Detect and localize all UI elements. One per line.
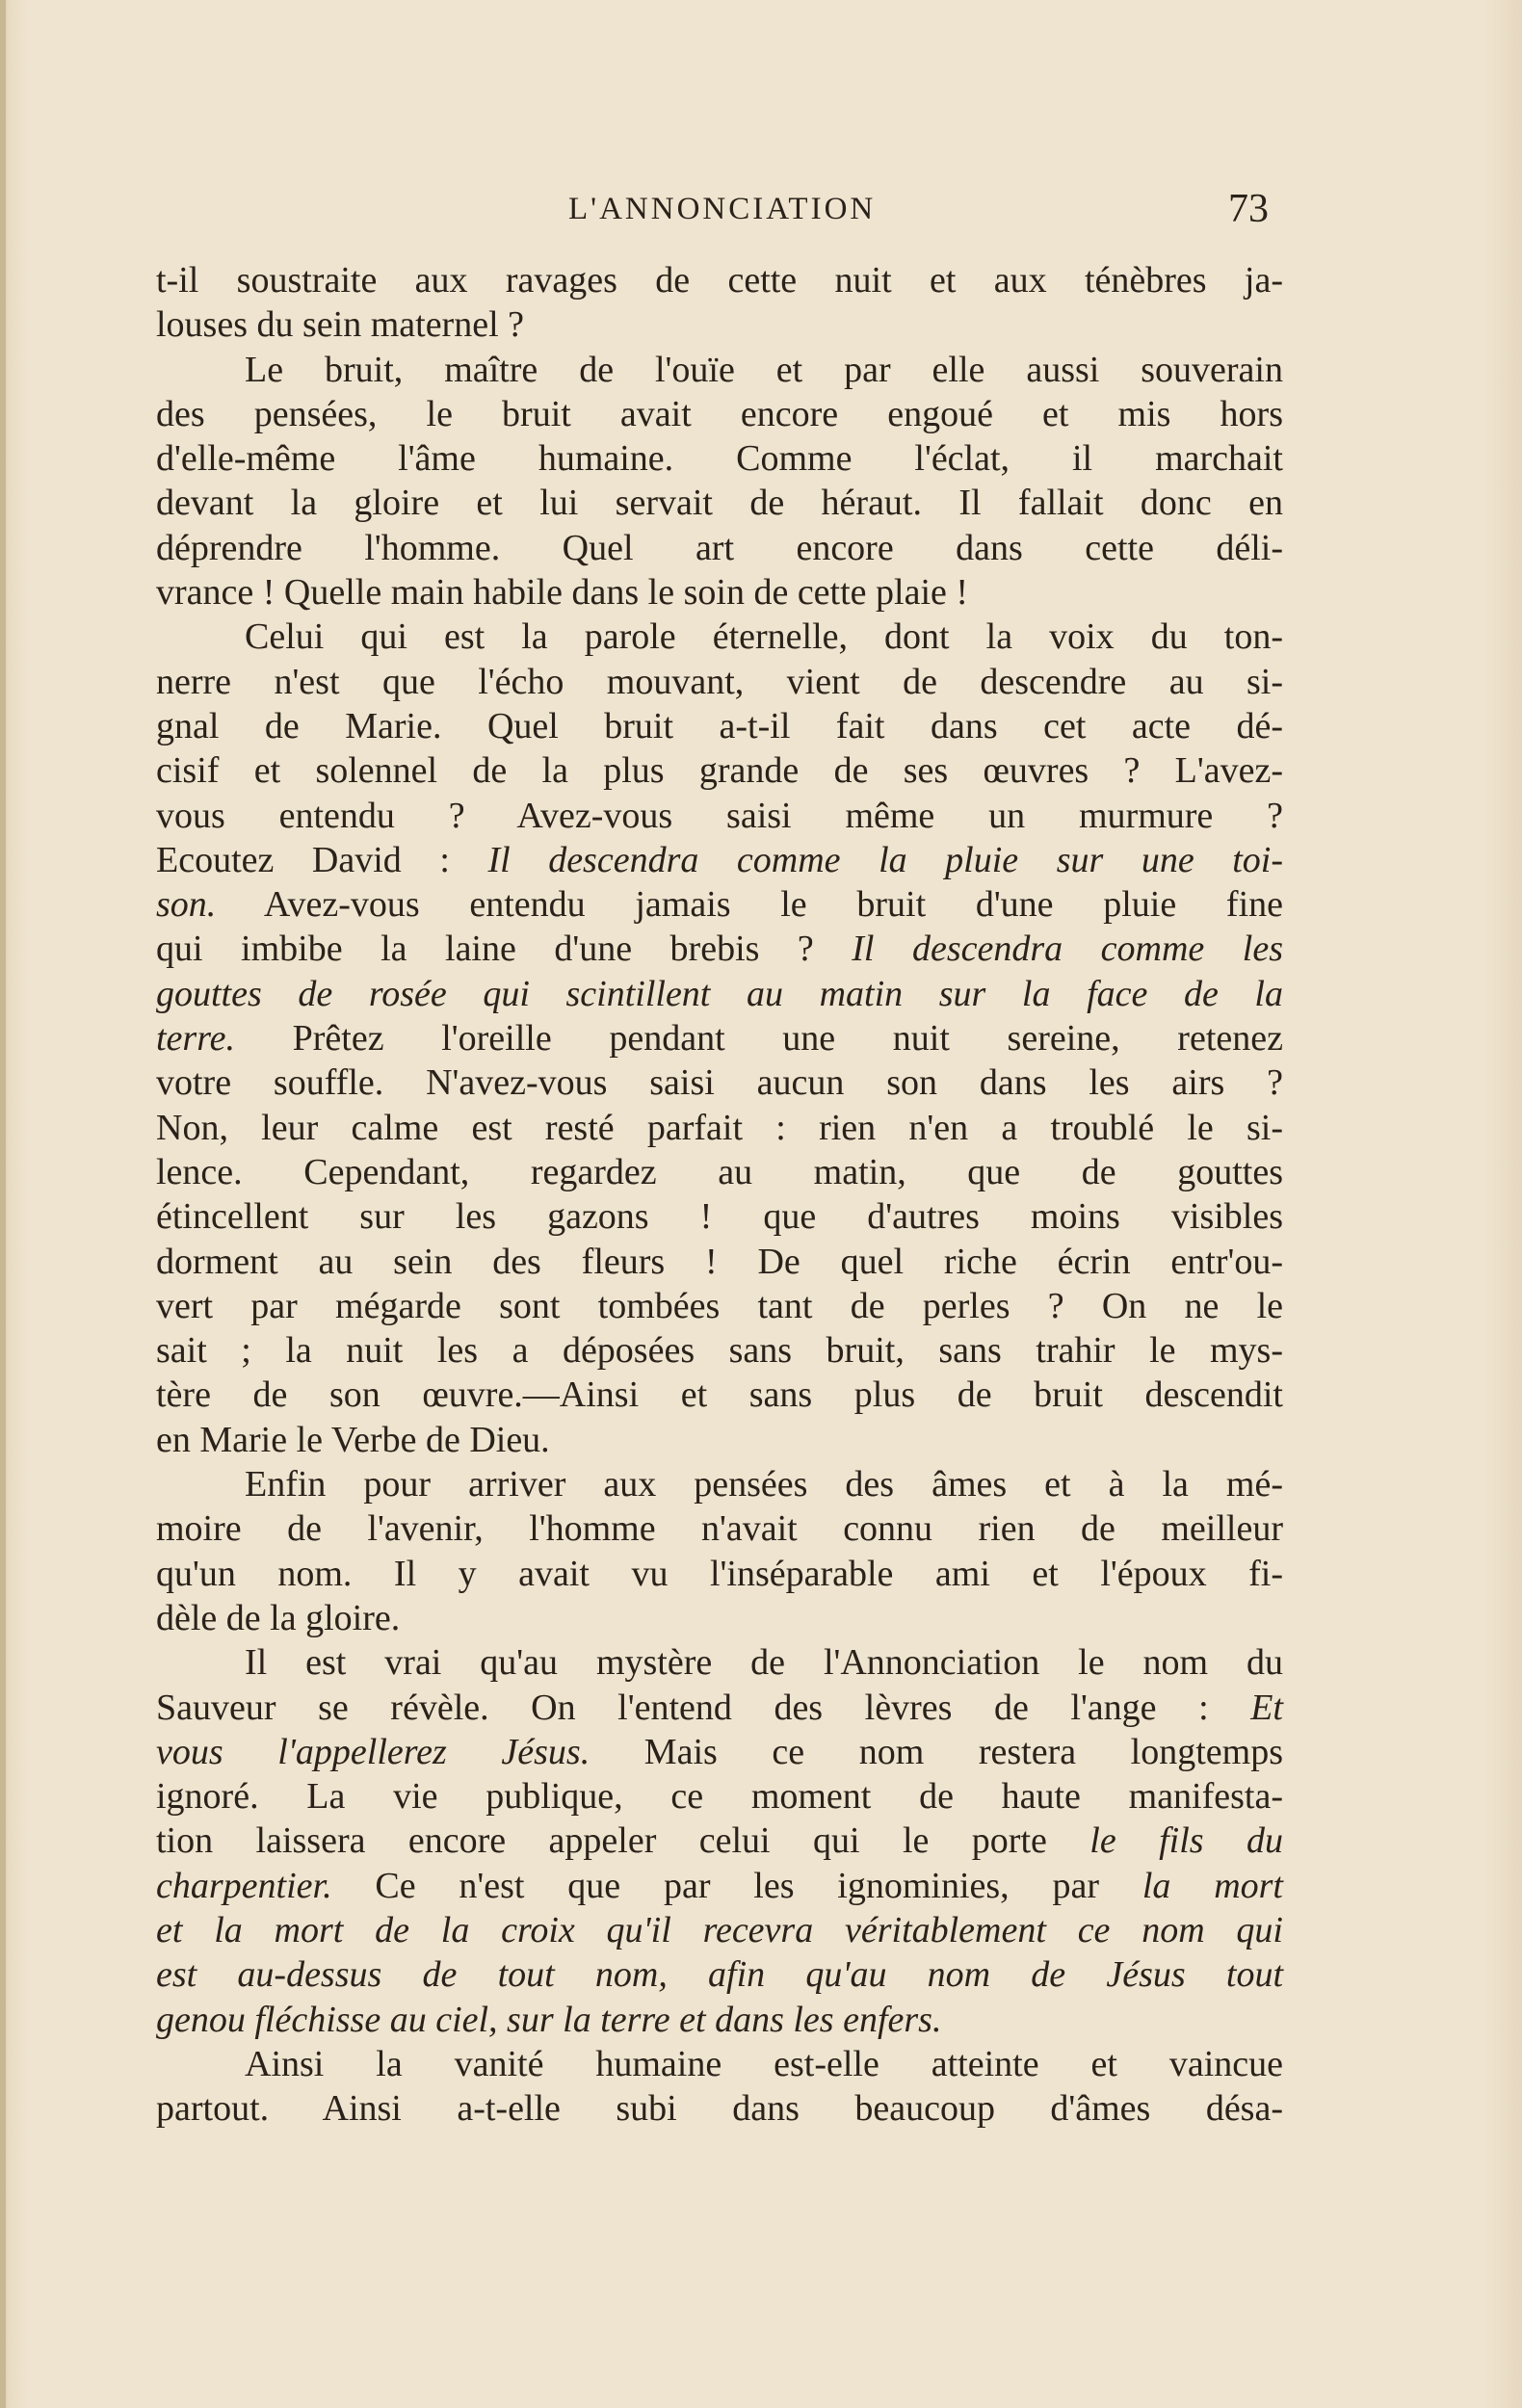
- roman-text: dorment au sein des fleurs ! De quel riche écrin entr'ou-: [156, 1241, 1283, 1282]
- page-spine-edge: [0, 0, 6, 2408]
- text-line: [156, 1596, 1283, 1640]
- text-line: [156, 615, 1283, 659]
- text-line: [156, 1328, 1283, 1373]
- text-line: [156, 1952, 1283, 1997]
- roman-text: ignoré. La vie publique, ce moment de haute manifesta-: [156, 1776, 1283, 1818]
- roman-text: qu'un nom. Il y avait vu l'inséparable ami et l'époux fi-: [156, 1553, 1283, 1594]
- text-line: [156, 2042, 1283, 2086]
- roman-text: étincellent sur les gazons ! que d'autres moins visibles: [156, 1196, 1283, 1238]
- text-line: [156, 1864, 1283, 1908]
- roman-text: gnal de Marie. Quel bruit a-t-il fait dans cet acte dé-: [156, 705, 1283, 746]
- italic-text: genou fléchisse au ciel, sur la terre et dans les enfers.: [156, 1999, 942, 2040]
- roman-text: cisif et solennel de la plus grande de ses œuvres ? L'avez-: [156, 750, 1283, 792]
- roman-text: d'elle-même l'âme humaine. Comme l'éclat, il marchait: [156, 438, 1283, 480]
- roman-text: Non, leur calme est resté parfait : rien n'en a troublé le si-: [156, 1107, 1283, 1148]
- roman-text: tère de son œuvre.—Ainsi et sans plus de bruit descendit: [156, 1374, 1283, 1416]
- text-line: [156, 927, 1283, 971]
- italic-text: Et: [1250, 1687, 1283, 1728]
- text-line: [156, 1060, 1283, 1105]
- text-line: [156, 1016, 1283, 1060]
- italic-text: vous l'appellerez Jésus.: [156, 1731, 590, 1772]
- roman-text: sait ; la nuit les a déposées sans bruit, sans trahir le mys-: [156, 1330, 1283, 1372]
- roman-text: Celui qui est la parole éternelle, dont la voix du ton-: [245, 616, 1283, 658]
- text-line: [156, 1819, 1283, 1863]
- roman-text: Enfin pour arriver aux pensées des âmes et à la mé-: [245, 1464, 1283, 1505]
- italic-text: Il descendra comme la pluie sur une toi-: [487, 839, 1283, 880]
- text-line: [156, 258, 1283, 302]
- text-line: [156, 1506, 1283, 1551]
- italic-text: son.: [156, 884, 217, 926]
- roman-text: vous entendu ? Avez-vous saisi même un murmure ?: [156, 795, 1283, 836]
- text-line: [156, 1552, 1283, 1596]
- roman-text: Ce n'est que par les ignominies, par: [331, 1865, 1142, 1906]
- text-line: [156, 1908, 1283, 1952]
- running-title: L'ANNONCIATION: [568, 192, 877, 226]
- body-text: [156, 258, 1283, 2131]
- italic-text: terre.: [156, 1018, 235, 1060]
- text-line: [156, 882, 1283, 927]
- text-line: [156, 1686, 1283, 1730]
- roman-text: Ecoutez David :: [156, 839, 488, 880]
- roman-text: des pensées, le bruit avait encore engoué et mis hors: [156, 393, 1283, 434]
- text-line: [156, 348, 1283, 392]
- roman-text: louses du sein maternel ?: [156, 304, 525, 346]
- roman-text: tion laissera encore appeler celui qui le porte: [156, 1820, 1090, 1862]
- italic-text: et la mort de la croix qu'il recevra véritablement ce nom qui: [156, 1909, 1283, 1950]
- roman-text: moire de l'avenir, l'homme n'avait connu rien de meilleur: [156, 1508, 1283, 1550]
- italic-text: gouttes de rosée qui scintillent au matin sur la face de la: [156, 973, 1283, 1014]
- roman-text: dèle de la gloire.: [156, 1597, 401, 1638]
- text-line: [156, 1373, 1283, 1417]
- text-line: [156, 1730, 1283, 1774]
- roman-text: en Marie le Verbe de Dieu.: [156, 1419, 550, 1460]
- roman-text: Avez-vous entendu jamais le bruit d'une pluie fine: [216, 884, 1283, 926]
- text-line: [156, 570, 1283, 615]
- italic-text: Il descendra comme les: [852, 929, 1283, 970]
- text-line: [156, 302, 1283, 347]
- text-line: [156, 838, 1283, 882]
- text-line: [156, 972, 1283, 1016]
- text-line: [156, 526, 1283, 570]
- roman-text: Sauveur se révèle. On l'entend des lèvres de l'ange :: [156, 1687, 1251, 1728]
- text-line: [156, 436, 1283, 481]
- roman-text: vert par mégarde sont tombées tant de perles ? On ne le: [156, 1285, 1283, 1326]
- text-line: [156, 1106, 1283, 1150]
- text-line: [156, 660, 1283, 704]
- roman-text: Le bruit, maître de l'ouïe et par elle aussi souverain: [245, 349, 1283, 390]
- text-line: [156, 704, 1283, 748]
- roman-text: nerre n'est que l'écho mouvant, vient de descendre au si-: [156, 661, 1283, 702]
- text-line: [156, 1150, 1283, 1194]
- text-line: [156, 1284, 1283, 1328]
- text-line: [156, 481, 1283, 525]
- text-line: [156, 392, 1283, 436]
- roman-text: vrance ! Quelle main habile dans le soin de cette plaie !: [156, 572, 969, 614]
- roman-text: devant la gloire et lui servait de héraut. Il fallait donc en: [156, 483, 1283, 524]
- roman-text: votre souffle. N'avez-vous saisi aucun son dans les airs ?: [156, 1062, 1283, 1104]
- page-number: 73: [1228, 187, 1269, 231]
- text-line: [156, 1418, 1283, 1462]
- roman-text: lence. Cependant, regardez au matin, que de gouttes: [156, 1151, 1283, 1192]
- text-line: [156, 1640, 1283, 1685]
- roman-text: qui imbibe la laine d'une brebis ?: [156, 929, 853, 970]
- roman-text: Il est vrai qu'au mystère de l'Annonciation le nom du: [245, 1642, 1283, 1684]
- running-head: [0, 185, 1522, 233]
- text-line: [156, 2086, 1283, 2131]
- italic-text: est au-dessus de tout nom, afin qu'au nom de Jésus tout: [156, 1954, 1283, 1996]
- roman-text: Ainsi la vanité humaine est-elle atteinte et vaincue: [245, 2043, 1283, 2084]
- text-line: [156, 1998, 1283, 2042]
- text-line: [156, 1194, 1283, 1239]
- text-line: [156, 1462, 1283, 1506]
- roman-text: Mais ce nom restera longtemps: [590, 1731, 1283, 1772]
- text-line: [156, 748, 1283, 793]
- text-line: [156, 1774, 1283, 1819]
- roman-text: t-il soustraite aux ravages de cette nuit et aux ténèbres ja-: [156, 260, 1283, 301]
- roman-text: Prêtez l'oreille pendant une nuit sereine, retenez: [234, 1018, 1283, 1060]
- roman-text: partout. Ainsi a-t-elle subi dans beaucoup d'âmes désa-: [156, 2088, 1283, 2130]
- italic-text: la mort: [1142, 1865, 1283, 1906]
- italic-text: charpentier.: [156, 1865, 332, 1906]
- text-line: [156, 1240, 1283, 1284]
- roman-text: déprendre l'homme. Quel art encore dans cette déli-: [156, 527, 1283, 568]
- italic-text: le fils du: [1089, 1820, 1283, 1862]
- text-line: [156, 794, 1283, 838]
